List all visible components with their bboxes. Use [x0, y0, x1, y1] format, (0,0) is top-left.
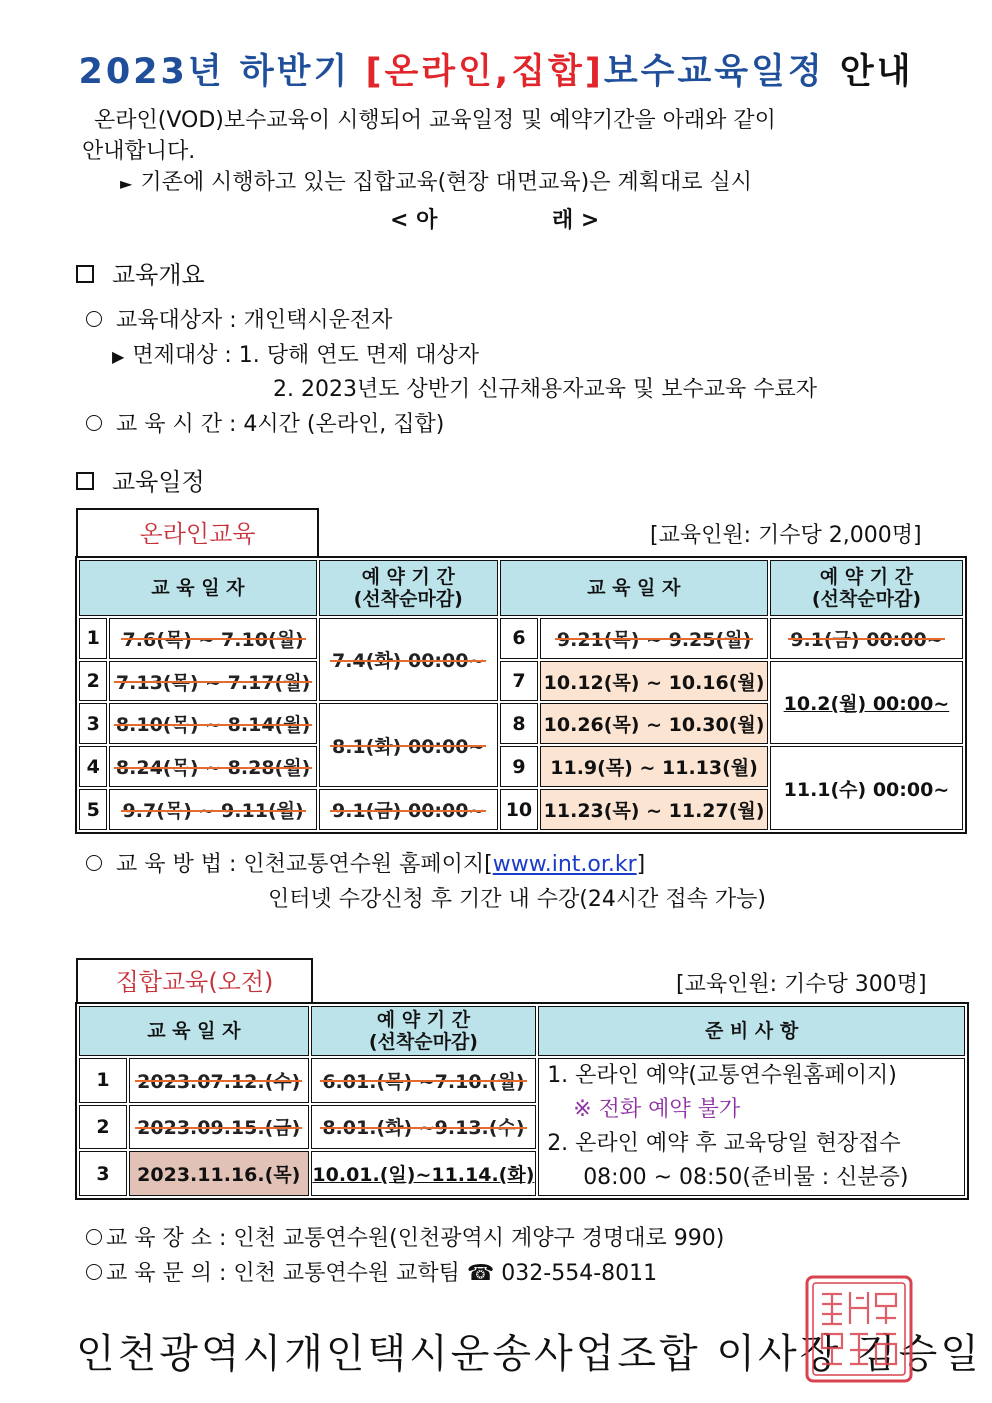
online-reserve-cell	[319, 789, 498, 830]
overview-target	[86, 303, 392, 334]
online-date-cell: 11.23(목) ~ 11.27(월)	[540, 789, 768, 830]
online-reserve-cell	[770, 661, 963, 745]
circle-bullet-icon	[86, 855, 102, 871]
online-reserve-cell: 11.1(수) 00:00~	[770, 746, 963, 830]
method-close: ]	[636, 852, 646, 877]
schedule-heading-text: 교육일정	[112, 468, 205, 496]
online-reserve: 9.1(금) 00:00~	[332, 796, 484, 823]
offline-date-cell: 2023.11.16.(목)	[129, 1151, 309, 1196]
row-number: 8	[500, 703, 539, 744]
header-reserve-2: (선착순마감)	[353, 587, 463, 610]
online-date-cell	[540, 618, 768, 659]
page-title	[0, 44, 992, 94]
online-reserve-cell	[319, 703, 498, 787]
contact-line	[86, 1256, 657, 1287]
offline-date-cell	[129, 1105, 309, 1150]
method-text: 교 육 방 법 : 인천교통연수원 홈페이지[	[116, 852, 493, 877]
online-date-cell: 11.9(목) ~ 11.13(월)	[540, 746, 768, 787]
header-reserve-1: 예 약 기 간	[361, 565, 455, 588]
online-date: 7.13(목) ~ 7.17(월)	[116, 668, 310, 695]
overview-heading-text: 교육개요	[112, 261, 205, 289]
online-schedule-table	[75, 556, 967, 834]
circle-bullet-icon	[86, 311, 102, 327]
play-triangle-icon: ▶	[112, 347, 125, 366]
title-part-type: [온라인,집합]	[365, 52, 604, 92]
offline-reserve: 8.01.(화) ~9.13.(수)	[322, 1113, 524, 1140]
online-date-cell	[109, 789, 316, 830]
header-reserve-1: 예 약 기 간	[819, 565, 914, 588]
row-number: 1	[79, 618, 107, 659]
overview-target-text: 교육대상자 : 개인택시운전자	[116, 308, 393, 333]
arrow-icon: ►	[120, 174, 133, 193]
prep-2: 2. 온라인 예약 후 교육당일 현장접수	[547, 1131, 901, 1156]
offline-header-reserve	[311, 1006, 537, 1056]
row-number: 2	[79, 661, 107, 702]
prep-cell	[538, 1058, 965, 1196]
below-right: 래 >	[552, 208, 600, 233]
header-reserve-2: (선착순마감)	[368, 1031, 478, 1053]
website-link[interactable]: www.int.or.kr	[492, 852, 637, 877]
table-row	[79, 1058, 965, 1103]
title-part-year: 2023년 하반기	[78, 52, 366, 92]
offline-date: 2023.09.15.(금)	[137, 1113, 300, 1140]
header-reserve-2: (선착순마감)	[811, 587, 921, 610]
place-line	[86, 1221, 724, 1252]
online-date: 8.24(목) ~ 8.28(월)	[116, 753, 310, 780]
header-date-right: 교 육 일 자	[500, 560, 768, 616]
row-number: 3	[79, 703, 107, 744]
overview-time-text: 교 육 시 간 : 4시간 (온라인, 집합)	[116, 412, 445, 437]
overview-exempt-text: 면제대상 : 1. 당해 연도 면제 대상자	[132, 343, 479, 368]
checkbox-square-icon	[76, 472, 94, 490]
intro-line-3	[120, 165, 752, 196]
contact-text: 교 육 문 의 : 인천 교통연수원 교학팀 ☎ 032-554-8011	[106, 1261, 658, 1286]
row-number: 3	[79, 1151, 127, 1196]
online-date-cell	[109, 661, 316, 702]
online-date-cell	[109, 618, 316, 659]
online-reserve: 8.1(화) 00:00~	[332, 732, 484, 759]
signature-line: 인천광역시개인택시운송사업조합 이사장 김승일	[76, 1331, 982, 1377]
online-date: 7.6(목) ~ 7.10(월)	[123, 625, 304, 652]
row-number: 4	[79, 746, 107, 787]
row-number: 6	[500, 618, 539, 659]
prep-time: 08:00 ~ 08:50(준비물 : 신분증)	[583, 1165, 909, 1190]
offline-reserve-cell	[311, 1058, 537, 1103]
table-row	[79, 746, 963, 787]
offline-date-cell	[129, 1058, 309, 1103]
online-reserve: 7.4(화) 00:00~	[332, 646, 484, 673]
circle-bullet-icon	[86, 415, 102, 431]
online-date-cell: 10.26(목) ~ 10.30(월)	[540, 703, 768, 744]
row-number: 7	[500, 661, 539, 702]
row-number: 1	[79, 1058, 127, 1103]
checkbox-square-icon	[76, 265, 94, 283]
below-left: < 아	[390, 208, 438, 233]
table-row	[79, 661, 963, 702]
offline-capacity: [교육인원: 기수당 300명]	[676, 972, 927, 997]
overview-heading	[76, 255, 205, 290]
schedule-heading	[76, 462, 205, 497]
online-reserve: 10.2(월) 00:00~	[783, 692, 950, 715]
online-reserve-cell	[319, 618, 498, 702]
overview-exempt	[112, 338, 479, 369]
row-number: 10	[500, 789, 539, 830]
place-text: 교 육 장 소 : 인천 교통연수원(인천광역시 계양구 경명대로 990)	[106, 1226, 725, 1251]
prep-1: 1. 온라인 예약(교통연수원홈페이지)	[547, 1063, 897, 1088]
offline-schedule-table	[75, 1002, 969, 1200]
prep-note: ※ 전화 예약 불가	[573, 1097, 741, 1122]
circle-bullet-icon	[86, 1229, 102, 1245]
online-label: 온라인교육	[76, 508, 319, 558]
method-line-2: 인터넷 수강신청 후 기간 내 수강(24시간 접속 가능)	[268, 887, 766, 912]
overview-exempt-2: 2. 2023년도 상반기 신규채용자교육 및 보수교육 수료자	[273, 377, 817, 402]
online-date-cell	[109, 746, 316, 787]
header-reserve-left	[319, 560, 498, 616]
header-reserve-1: 예 약 기 간	[376, 1009, 471, 1031]
offline-reserve-cell	[311, 1105, 537, 1150]
online-reserve-cell	[770, 618, 963, 659]
method-line	[86, 847, 645, 878]
row-number: 5	[79, 789, 107, 830]
title-part-notice: 안내	[839, 52, 914, 92]
table-row	[79, 618, 963, 659]
overview-time	[86, 407, 444, 438]
header-reserve-right	[770, 560, 963, 616]
offline-reserve-cell	[311, 1151, 537, 1196]
intro-line-1: 온라인(VOD)보수교육이 시행되어 교육일정 및 예약기간을 아래와 같이	[94, 108, 776, 133]
official-seal-icon	[804, 1274, 914, 1384]
offline-reserve: 10.01.(일)~11.14.(화)	[312, 1164, 535, 1187]
offline-date: 2023.07.12.(수)	[137, 1067, 300, 1094]
offline-header-date: 교 육 일 자	[79, 1006, 309, 1056]
online-date-cell	[109, 703, 316, 744]
intro-line-2: 안내합니다.	[82, 139, 196, 164]
online-reserve: 9.1(금) 00:00~	[790, 625, 942, 652]
offline-reserve: 6.01.(목) ~7.10.(월)	[322, 1067, 524, 1094]
offline-label: 집합교육(오전)	[76, 958, 313, 1004]
header-date-left: 교 육 일 자	[79, 560, 317, 616]
online-capacity: [교육인원: 기수당 2,000명]	[650, 523, 922, 548]
online-date: 9.21(목) ~ 9.25(월)	[557, 625, 751, 652]
title-part-main: 보수교육일정	[603, 52, 840, 92]
online-date: 8.10(목) ~ 8.14(월)	[116, 710, 310, 737]
intro-line-3-text: 기존에 시행하고 있는 집합교육(현장 대면교육)은 계획대로 실시	[140, 170, 752, 195]
offline-header-prep: 준 비 사 항	[538, 1006, 965, 1056]
row-number: 9	[500, 746, 539, 787]
online-date-cell: 10.12(목) ~ 10.16(월)	[540, 661, 768, 702]
online-date: 9.7(목) ~ 9.11(월)	[123, 796, 304, 823]
circle-bullet-icon	[86, 1264, 102, 1280]
row-number: 2	[79, 1105, 127, 1150]
